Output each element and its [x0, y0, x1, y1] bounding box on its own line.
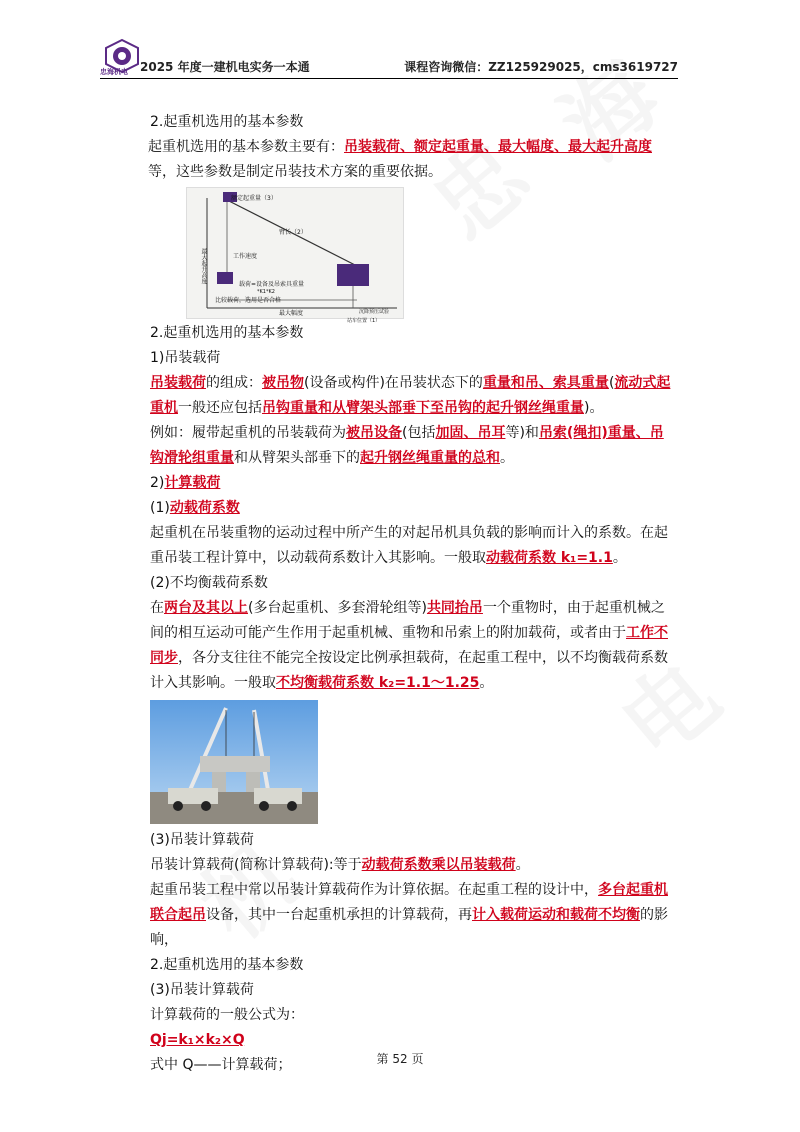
diagram-label: 沉降预压试验: [359, 309, 390, 315]
paragraph: [150, 878, 676, 953]
text: 起重吊装工程中常以吊装计算载荷作为计算依据。在起重工程的设计中，: [150, 882, 598, 898]
highlight-text: 吊钩重量和从臂架头部垂下至吊钩的起升钢丝绳重量: [262, 400, 584, 416]
paragraph: [150, 421, 676, 471]
paragraph: [150, 371, 676, 421]
paragraph: [148, 135, 676, 185]
highlight-text: 动载荷系数 k₁=1.1: [486, 550, 613, 566]
text: 。: [612, 550, 627, 566]
highlight-text: 共同抬吊: [426, 600, 483, 616]
paragraph: [150, 853, 676, 878]
header-title: 2025 年度一建机电实务一本通: [140, 60, 310, 74]
text: 一个重物时，由于起重机械之间的相互运动可能产生作用于起重机械、重物和吊索上的附加载荷，或者由于: [150, 600, 665, 641]
text: 。: [479, 675, 494, 691]
highlight-text: 不均衡载荷系数 k₂=1.1～1.25: [276, 675, 480, 691]
highlight-text: 动载荷系数乘以吊装载荷: [361, 857, 516, 873]
text: )。: [584, 400, 604, 416]
section-heading: 2.起重机选用的基本参数: [150, 957, 304, 973]
text: 吊装计算载荷(简称计算载荷):等于: [150, 857, 362, 873]
subheading: (2)不均衡载荷系数: [150, 575, 268, 591]
header-contact: 课程咨询微信：ZZ125929025，cms3619727: [404, 60, 678, 74]
diagram-label: 最大起升高度: [200, 248, 207, 284]
text: 。: [515, 857, 530, 873]
section-heading: 2.起重机选用的基本参数: [150, 325, 304, 341]
text: 等)和: [505, 425, 539, 441]
text: 一般还应包括: [178, 400, 262, 416]
highlight-text: 计算载荷: [164, 475, 221, 491]
text: 例如：履带起重机的吊装载荷为: [150, 425, 346, 441]
text: (包括: [402, 425, 436, 441]
subheading: (3)吊装计算载荷: [150, 982, 254, 998]
text: (设备或构件)在吊装状态下的: [304, 375, 483, 391]
text: 2): [150, 475, 165, 491]
text: (: [608, 375, 615, 391]
photo-drawing: [150, 700, 318, 824]
highlight-text: 被吊设备: [346, 425, 402, 441]
text: 起重机在吊装重物的运动过程中所产生的对起吊机具负载的影响而计入的系数。在起重吊装工程计算中，以动载荷系数计入其影响。一般取: [150, 525, 668, 566]
page-header: [100, 38, 678, 79]
text: 的影响，: [150, 907, 668, 948]
text: 的组成：: [206, 375, 262, 391]
paragraph: 计算载荷的一般公式为：: [150, 1007, 304, 1023]
highlight-text: 工作不同步: [150, 625, 668, 666]
highlight-text: 两台及其以上: [164, 600, 248, 616]
highlight-text: 起升钢丝绳重量的总和: [360, 450, 500, 466]
paragraph: 式中 Q——计算载荷；: [150, 1057, 292, 1073]
text: 在: [150, 600, 164, 616]
diagram-label: *K1*K2: [257, 289, 275, 295]
paragraph: [150, 521, 676, 571]
text: 。: [500, 450, 514, 466]
highlight-text: 流动式起重机: [150, 375, 671, 416]
highlight-text: Qj=k₁×k₂×Q: [150, 1032, 245, 1048]
text: (多台起重机、多套滑轮组等): [248, 600, 427, 616]
page-number: 第 52 页: [376, 1052, 424, 1066]
text: 等，这些参数是制定吊装技术方案的重要依据。: [148, 164, 442, 180]
crane-parameter-diagram: [186, 187, 404, 324]
highlight-text: 计入载荷运动和载荷不均衡: [472, 907, 640, 923]
text: 和从臂架头部垂下的: [234, 450, 360, 466]
text: 设备，其中一台起重机承担的计算载荷，再: [206, 907, 472, 923]
highlight-text: 被吊物: [262, 375, 304, 391]
page-content: [150, 110, 676, 1078]
logo-text: 忠海机电: [100, 68, 128, 76]
paragraph: [150, 596, 676, 696]
subheading: 1)吊装载荷: [150, 350, 221, 366]
subheading: [150, 496, 676, 521]
text: (1): [150, 500, 170, 516]
diagram-label: 比较载荷，选用是否合格: [215, 297, 282, 304]
highlight-text: 吊装载荷: [150, 375, 206, 391]
crane-lifting-photo: [150, 700, 318, 824]
text: 起重机选用的基本参数主要有：: [148, 139, 344, 155]
section-heading: 2.起重机选用的基本参数: [150, 114, 304, 130]
highlight-text: 动载荷系数: [169, 500, 240, 516]
diagram-label: 工作速度: [233, 253, 258, 260]
diagram-label: 站车位置（1）: [347, 318, 381, 324]
highlight-text: 吊装载荷、额定起重量、最大幅度、最大起升高度: [344, 139, 652, 155]
subheading: (3)吊装计算载荷: [150, 832, 254, 848]
text: ，各分支往往不能完全按设定比例承担载荷，在起重工程中，以不均衡载荷系数计入其影响。一般取: [150, 650, 668, 691]
subheading: [150, 471, 676, 496]
highlight-text: 吊索(绳扣)重量、吊钩滑轮组重量: [150, 425, 664, 466]
diagram-label: 载荷=设备及吊索具重量: [239, 281, 305, 288]
diagram-label: 额定起重量（3）: [231, 195, 277, 202]
highlight-text: 重量和吊、索具重量: [482, 375, 609, 391]
diagram-label: 臂长（2）: [279, 229, 307, 236]
highlight-text: 加固、吊耳: [435, 425, 506, 441]
highlight-text: 多台起重机联合起吊: [150, 882, 668, 923]
diagram-label: 最大幅度: [279, 310, 304, 317]
